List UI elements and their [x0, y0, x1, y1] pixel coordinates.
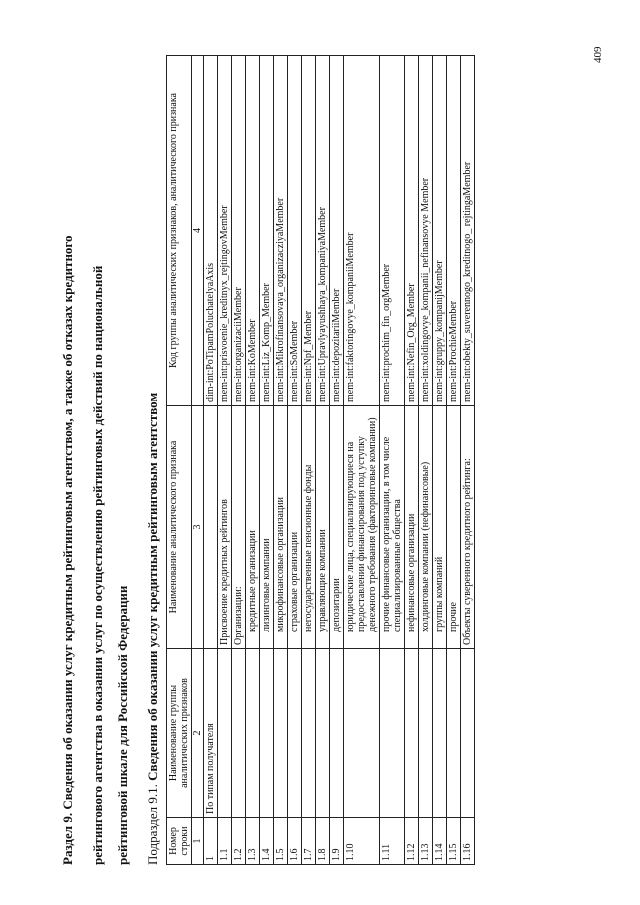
row-attribute-name: кредитные организации: [246, 406, 260, 649]
row-attribute-name: Объекты суверенного кредитного рейтинга:: [461, 406, 475, 649]
table-row: [302, 56, 316, 865]
row-code: mem-int:prochim_fin_orgMember: [380, 56, 405, 406]
row-number: 1.1: [218, 818, 232, 865]
table-row: [419, 56, 433, 865]
row-group: [330, 649, 344, 818]
table-row: [380, 56, 405, 865]
row-code: mem-int:Mikrofinansovaya_organizacziyaMember: [274, 56, 288, 406]
row-code: dim-int:PoTipamPoluchatelyaAxis: [204, 56, 218, 406]
row-attribute-name: негосударственные пенсионные фонды: [302, 406, 316, 649]
col-number: 3: [192, 406, 204, 649]
analytics-table: [166, 55, 475, 865]
row-attribute-name: юридические лица, специализирующиеся на предоставлении финансирования под уступку денежного требования (факторинговые компании): [344, 406, 380, 649]
row-attribute-name: холдинговые компании (нефинансовые): [419, 406, 433, 649]
subsection-title: [145, 393, 161, 865]
row-number: 1.10: [344, 818, 380, 865]
row-attribute-name: [204, 406, 218, 649]
row-code: mem-int:Upravlyayushhaya_kompaniyaMember: [316, 56, 330, 406]
col-number: 2: [192, 649, 204, 818]
col-number: 1: [192, 818, 204, 865]
header-attribute-name: Наименование аналитического признака: [167, 406, 192, 649]
table-row: [204, 56, 218, 865]
table-row: [330, 56, 344, 865]
section-heading-line-2: рейтингового агентства в оказании услуг по осуществлению рейтинговых действий по национальной: [90, 265, 105, 865]
row-number: 1.3: [246, 818, 260, 865]
header-code: Код группы аналитических признаков, аналитического признака: [167, 56, 192, 406]
subsection-prefix: Подраздел 9.1.: [145, 784, 160, 865]
row-code: mem-int:Liz_Komp_Member: [260, 56, 274, 406]
row-attribute-name: прочие: [447, 406, 461, 649]
row-code: mem-int:Nefin_Org_Member: [405, 56, 419, 406]
row-number: 1.11: [380, 818, 405, 865]
row-group: По типам получателя: [204, 649, 218, 818]
row-code: mem-int:Npf_Member: [302, 56, 316, 406]
row-number: 1.9: [330, 818, 344, 865]
section-heading-line-3: рейтинговой шкале для Российской Федерации: [115, 585, 130, 865]
header-row-number: Номер строки: [167, 818, 192, 865]
header-group-name: Наименование группы аналитических признаков: [167, 649, 192, 818]
row-attribute-name: лизинговые компании: [260, 406, 274, 649]
row-number: 1.4: [260, 818, 274, 865]
row-number: 1.2: [232, 818, 246, 865]
row-group: [260, 649, 274, 818]
row-group: [344, 649, 380, 818]
row-number: 1.5: [274, 818, 288, 865]
row-code: mem-int:SoMember: [288, 56, 302, 406]
page-number: 409: [592, 46, 604, 63]
row-attribute-name: управляющие компании: [316, 406, 330, 649]
row-number: 1: [204, 818, 218, 865]
row-attribute-name: микрофинансовые организации: [274, 406, 288, 649]
row-number: 1.8: [316, 818, 330, 865]
table-body: [204, 56, 475, 865]
row-group: [405, 649, 419, 818]
row-attribute-name: группы компаний: [433, 406, 447, 649]
row-attribute-name: Присвоение кредитных рейтингов: [218, 406, 232, 649]
col-number: 4: [192, 56, 204, 406]
table-row: [232, 56, 246, 865]
row-code: mem-int:obekty_suverennogo_kreditnogo_ rejtingaMember: [461, 56, 475, 406]
row-number: 1.13: [419, 818, 433, 865]
row-group: [232, 649, 246, 818]
row-code: mem-int:xoldingovye_kompanii_nefinansovye Member: [419, 56, 433, 406]
table-row: [447, 56, 461, 865]
section-heading-line-1: Раздел 9. Сведения об оказании услуг кредитным рейтинговым агентством, а также об отказах кредитного: [60, 235, 75, 865]
table-row: [433, 56, 447, 865]
table-row: [344, 56, 380, 865]
column-number-row: [192, 56, 204, 865]
table-row: [274, 56, 288, 865]
row-number: 1.12: [405, 818, 419, 865]
table-header-row: [167, 56, 192, 865]
row-group: [274, 649, 288, 818]
row-code: mem-int:depozitariiMember: [330, 56, 344, 406]
row-number: 1.6: [288, 818, 302, 865]
row-number: 1.7: [302, 818, 316, 865]
row-number: 1.16: [461, 818, 475, 865]
table-row: [260, 56, 274, 865]
row-attribute-name: депозитарии: [330, 406, 344, 649]
row-code: mem-int:gruppy_kompanijMember: [433, 56, 447, 406]
row-code: mem-int:faktoringovye_kompaniiMember: [344, 56, 380, 406]
row-group: [218, 649, 232, 818]
table-row: [288, 56, 302, 865]
row-group: [288, 649, 302, 818]
row-group: [433, 649, 447, 818]
row-code: mem-int:KoMember: [246, 56, 260, 406]
row-attribute-name: нефинансовые организации: [405, 406, 419, 649]
table-row: [405, 56, 419, 865]
table-row: [461, 56, 475, 865]
row-number: 1.14: [433, 818, 447, 865]
table-row: [246, 56, 260, 865]
row-group: [246, 649, 260, 818]
row-code: mem-int:organizaciiMember: [232, 56, 246, 406]
row-code: mem-int:ProchieMember: [447, 56, 461, 406]
row-attribute-name: Организации:: [232, 406, 246, 649]
table-row: [218, 56, 232, 865]
row-group: [380, 649, 405, 818]
row-group: [447, 649, 461, 818]
table-row: [316, 56, 330, 865]
row-attribute-name: страховые организации: [288, 406, 302, 649]
row-group: [461, 649, 475, 818]
row-attribute-name: прочие финансовые организации, в том числе специализированные общества: [380, 406, 405, 649]
row-number: 1.15: [447, 818, 461, 865]
row-code: mem-int:prisvoenie_kreditnyx_rejtingovMember: [218, 56, 232, 406]
row-group: [302, 649, 316, 818]
row-group: [316, 649, 330, 818]
subsection-name: Сведения об оказании услуг кредитным рейтинговым агентством: [145, 392, 160, 781]
row-group: [419, 649, 433, 818]
